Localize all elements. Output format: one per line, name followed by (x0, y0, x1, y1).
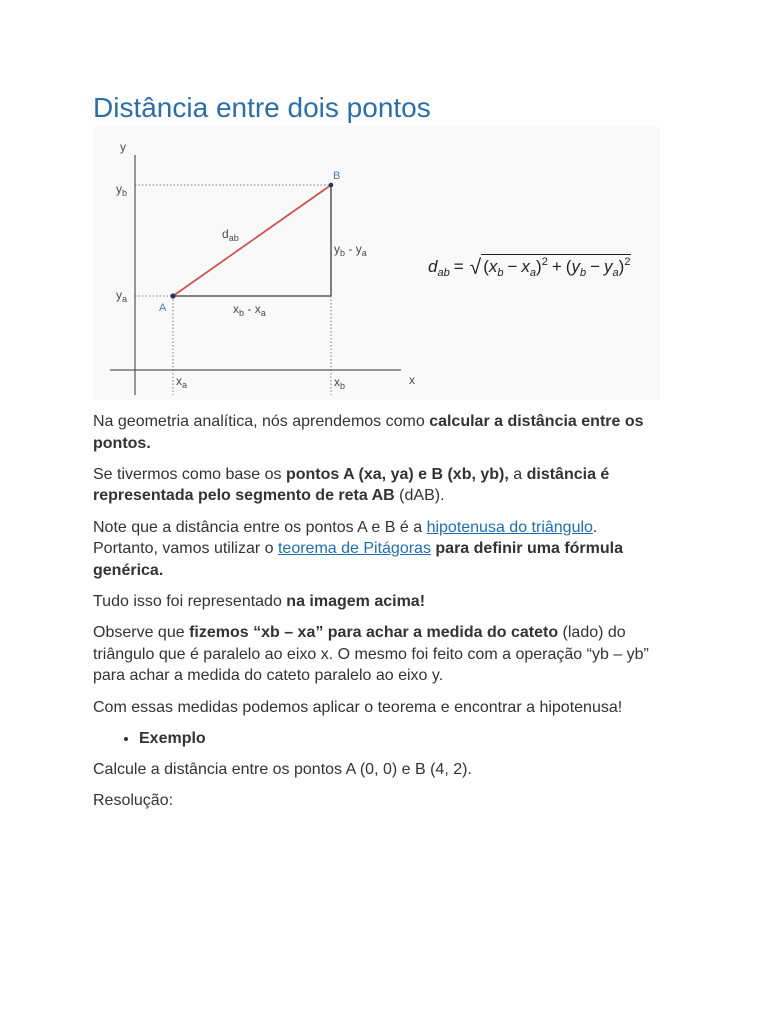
y-axis-label: y (120, 140, 126, 154)
distance-formula (428, 254, 631, 280)
point-a-label: A (159, 302, 167, 314)
horizontal-leg-op: - (244, 302, 255, 316)
paragraph-text: Note que a distância entre os pontos A e B é a (93, 518, 427, 536)
page-title: Distância entre dois pontos (93, 92, 431, 123)
point-b-marker (329, 183, 334, 188)
link-hipotenusa-do-triangulo[interactable]: hipotenusa do triângulo (426, 518, 593, 536)
tick-xb-sub: b (340, 381, 346, 391)
paragraph-bold-text: distância é (526, 465, 610, 483)
formula-term-x (483, 256, 548, 280)
horizontal-leg-label (233, 302, 266, 318)
vertical-leg-s2: a (361, 248, 367, 258)
point-b-label: B (333, 170, 341, 182)
term-y-minus: − (590, 257, 601, 276)
term-x-s1: b (497, 267, 504, 279)
x-axis-label: x (409, 373, 415, 387)
tick-xb-main: x (334, 375, 340, 389)
paragraph-text: Tudo isso foi representado (93, 592, 287, 610)
formula-radicand (481, 254, 631, 280)
paragraph-text: Na geometria analítica, nós aprendemos como (93, 413, 430, 430)
term-y-v1: y (571, 257, 580, 276)
paragraph-text: Se tivermos como base os (93, 465, 286, 483)
tick-ya-main: y (116, 288, 122, 302)
paragraph-text: Com essas medidas podemos aplicar o teorema e encontrar a hipotenusa! (93, 698, 623, 716)
paragraph-text: . (592, 518, 598, 536)
paragraph-text: Resolução: (93, 792, 174, 810)
term-y-exp: 2 (624, 256, 631, 268)
formula-lhs-var: d (428, 257, 438, 276)
term-y-close: ) (618, 257, 625, 276)
paragraph-intro (93, 411, 668, 454)
list-item (139, 728, 668, 750)
paragraph-text: Portanto, vamos utilizar o (93, 540, 278, 558)
hypotenuse-segment (173, 185, 331, 296)
vertical-leg-label (334, 242, 367, 258)
paragraph-text: Observe que (93, 624, 190, 642)
tick-yb-sub: b (122, 188, 128, 198)
paragraph-bold-text: pontos A (xa, ya) e B (xb, yb), (285, 465, 509, 483)
horizontal-leg-s2: a (260, 308, 266, 318)
paragraph-cateto (93, 622, 668, 687)
term-x-v1: x (488, 257, 498, 276)
tick-ya-sub: a (122, 294, 128, 304)
paragraph-bold-text: para definir uma fórmula (430, 540, 623, 558)
example-heading: Exemplo (139, 729, 206, 747)
term-y-s2: a (612, 267, 619, 279)
tick-xa-main: x (176, 374, 182, 388)
paragraph-text: (dAB). (394, 487, 445, 505)
distance-figure (93, 127, 660, 400)
hypotenuse-label (222, 227, 239, 243)
tick-label-yb (116, 182, 127, 198)
paragraph-text: (lado) do (558, 624, 626, 642)
example-list (93, 728, 668, 750)
term-y-open: ( (565, 257, 572, 276)
term-x-exp: 2 (541, 256, 548, 268)
vertical-leg-v1: y (334, 242, 340, 256)
formula-term-y (566, 256, 631, 280)
paragraph-text: Calcule a distância entre os pontos A (0, 0) e B (4, 2). (93, 760, 472, 778)
term-y-s1: b (579, 267, 587, 279)
formula-lhs (428, 256, 450, 280)
tick-label-xb (334, 375, 345, 391)
horizontal-leg-s1: b (239, 308, 245, 318)
term-x-s2: a (529, 267, 537, 279)
paragraph-bold-text: fizemos “xb – xa” para achar a medida do cateto (189, 624, 559, 642)
paragraph-theorem (93, 697, 668, 719)
horizontal-leg-v2: x (254, 302, 261, 316)
vertical-leg-v2: y (355, 242, 362, 256)
resolution-heading (93, 790, 668, 812)
hypotenuse-label-sub: ab (228, 233, 239, 243)
tick-label-ya (116, 288, 127, 304)
example-question (93, 759, 668, 781)
tick-label-xa (176, 374, 187, 390)
paragraph-points (93, 464, 668, 507)
term-y-v2: y (604, 257, 613, 276)
term-x-minus: − (507, 257, 518, 276)
paragraph-bold-text: genérica. (93, 561, 164, 579)
article-body (93, 411, 668, 821)
paragraph-hypotenuse (93, 517, 668, 582)
paragraph-text: triângulo que é paralelo ao eixo x. O mesmo foi feito com a operação “yb – yb” (93, 645, 649, 663)
point-a-marker (170, 293, 175, 298)
formula-plus: + (551, 257, 562, 276)
paragraph-bold-text: na imagem acima! (286, 592, 426, 610)
term-x-open: ( (483, 257, 489, 276)
tick-xa-sub: a (182, 380, 188, 390)
hypotenuse-label-main: d (222, 227, 229, 241)
vertical-leg-op: - (345, 242, 356, 256)
tick-yb-main: y (116, 182, 122, 196)
link-teorema-de-pitagoras[interactable]: teorema de Pitágoras (277, 540, 431, 558)
formula-equals: = (453, 257, 464, 276)
paragraph-bold-text: pontos. (93, 434, 151, 452)
paragraph-text: para achar a medida do cateto paralelo ao eixo y. (93, 667, 444, 685)
formula-lhs-sub: ab (437, 267, 450, 279)
paragraph-bold-text: representada pelo segmento de reta AB (93, 487, 395, 505)
term-x-v2: x (521, 257, 530, 276)
paragraph-bold-text: calcular a distância entre os (429, 413, 644, 430)
horizontal-leg-v1: x (233, 302, 239, 316)
term-x-close: ) (536, 257, 542, 276)
paragraph-image-note (93, 591, 668, 613)
paragraph-text: a (508, 465, 527, 483)
radical-sign: √ (469, 256, 482, 279)
vertical-leg-s1: b (340, 248, 346, 258)
